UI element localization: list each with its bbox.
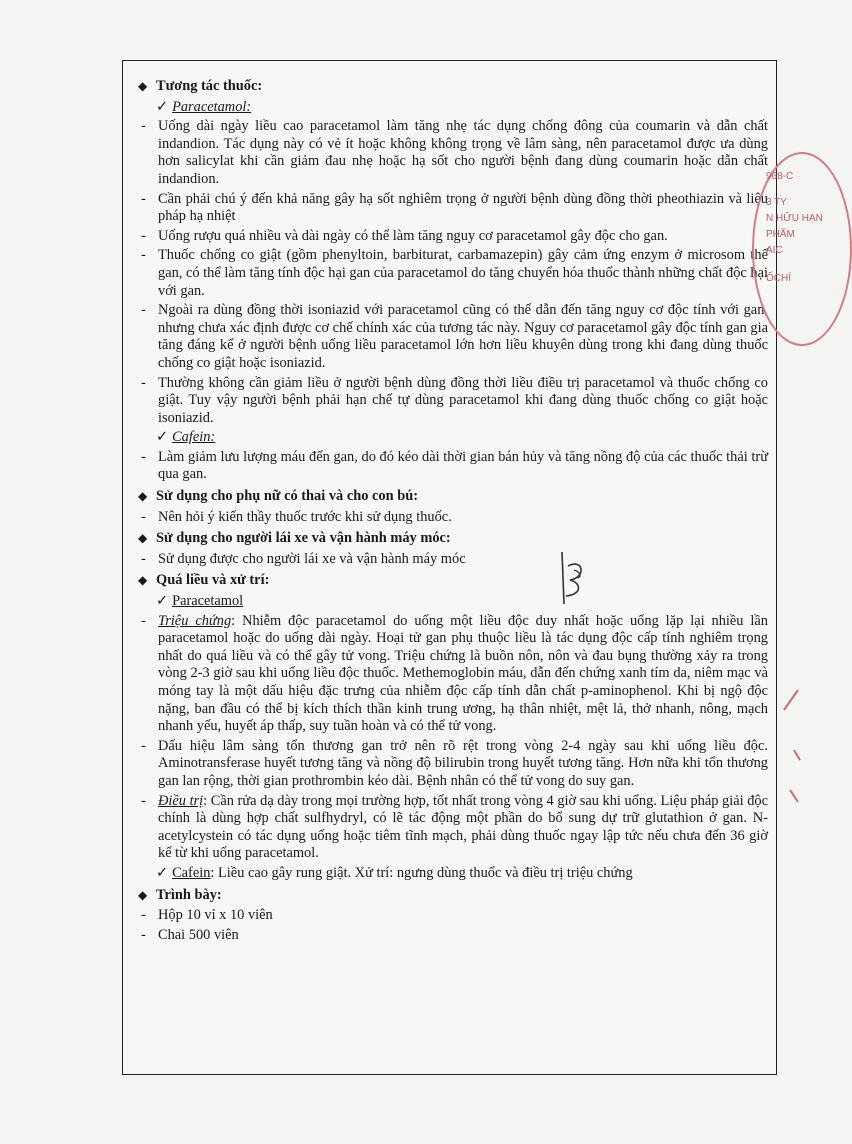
subheading-cafein: ✓ Cafein: (156, 429, 216, 446)
section-heading-overdose: ◆ Quá liều và xử trí: (138, 572, 270, 589)
section-heading-driving: ◆ Sử dụng cho người lái xe và vận hành máy móc: (138, 530, 451, 547)
subheading-paracetamol: ✓ Paracetamol: (156, 98, 252, 115)
check-mark-icon: ✓ (156, 429, 169, 446)
list-item: - Hộp 10 vỉ x 10 viên (141, 907, 273, 924)
list-item: - Thuốc chống co giật (gồm phenyltoin, barbiturat, carbamazepin) gây cảm ứng enzym ở microsom thể gan, có thể làm tăng tính độc hại gan của paracetamol do tăng chuyển hóa thuốc thành những chất độc hại với gan. (141, 247, 768, 299)
list-item-treatment: - Điều trị: Cần rửa dạ dày trong mọi trường hợp, tốt nhất trong vòng 4 giờ sau khi uống. Liệu pháp giải độc chính là dùng hợp chất sulfhydryl, có lẽ tác động một phần do bổ sung dự trữ glutathion ở gan. N-acetylcystein có tác dụng uống hoặc tiêm tĩnh mạch, phải dùng thuốc ngay lập tức nếu chưa đến 36 giờ kể từ khi uống paracetamol. (141, 792, 768, 862)
diamond-bullet-icon: ◆ (138, 489, 148, 504)
diamond-bullet-icon: ◆ (138, 573, 148, 588)
stamp-fragment-icon (780, 690, 800, 810)
section-heading-packaging: ◆ Trình bày: (138, 886, 222, 903)
list-item: - Thường không cần giảm liều ở người bệnh dùng đồng thời liều điều trị paracetamol và thuốc chống co giật. Tuy vậy người bệnh phải hạn chế tự dùng paracetamol khi đang dùng thuốc chống co giật hoặc isoniazid. (141, 374, 768, 426)
company-stamp: 968-C 3 TY N HỮU HẠN PHẨM AIC ỐCHÍ (752, 152, 852, 346)
list-item: - Nên hỏi ý kiến thầy thuốc trước khi sử dụng thuốc. (141, 508, 452, 525)
diamond-bullet-icon: ◆ (138, 887, 148, 902)
check-mark-icon: ✓ (156, 864, 169, 881)
list-item-symptoms: - Triệu chứng: Nhiễm độc paracetamol do uống một liều độc duy nhất hoặc uống lặp lại nhiều lần paracetamol hoặc do uống dài ngày. Hoại tử gan phụ thuộc liều là tác dụng độc cấp tính nghiêm trọng nhất do quá liều và có thể gây tử vong. Triệu chứng là buồn nôn, nôn và đau bụng thường xảy ra trong vòng 2-3 giờ sau khi uống liều độc thuốc. Methemoglobin máu, dẫn đến chứng xanh tím da, niêm mạc và móng tay là một dấu hiệu đặc trưng của nhiễm độc cấp tính dẫn chất p-aminophenol. Khi bị ngộ độc nặng, ban đầu có thể bị kích thích thần kinh trung ương, hạ thân nhiệt, mệt lả, thở nhanh, nông, mạch nhanh yếu, huyết áp thấp, suy tuần hoàn và có thể tử vong. (141, 612, 768, 735)
list-item: - Cần phải chú ý đến khả năng gây hạ sốt nghiêm trọng ở người bệnh dùng đồng thời pheothiazin và liệu pháp hạ nhiệt (141, 190, 768, 225)
check-mark-icon: ✓ (156, 593, 169, 610)
section-heading-pregnancy: ◆ Sử dụng cho phụ nữ có thai và cho con bú: (138, 488, 418, 505)
signature-initials-icon (550, 548, 600, 608)
diamond-bullet-icon: ◆ (138, 531, 148, 546)
diamond-bullet-icon: ◆ (138, 79, 148, 93)
subheading-cafein-overdose: ✓ Cafein: Liều cao gây rung giật. Xử trí: ngưng dùng thuốc và điều trị triệu chứng (156, 864, 633, 881)
check-mark-icon: ✓ (156, 98, 169, 115)
section-title: Tương tác thuốc: (156, 78, 263, 94)
list-item: - Chai 500 viên (141, 926, 239, 943)
list-item: - Dấu hiệu lâm sàng tổn thương gan trở nên rõ rệt trong vòng 2-4 ngày sau khi uống liều độc. Aminotransferase huyết tương tăng và nồng độ bilirubin trong huyết tương tăng. Hơn nữa khi tổn thương gan lan rộng, thời gian prothrombin kéo dài. Bệnh nhân có thể tử vong do suy gan. (141, 737, 768, 789)
document-body (138, 74, 768, 946)
list-item: - Làm giảm lưu lượng máu đến gan, do đó kéo dài thời gian bán hủy và tăng nồng độ của các thuốc thải trừ qua gan. (141, 448, 768, 483)
list-item: - Uống rượu quá nhiều và dài ngày có thể làm tăng nguy cơ paracetamol gây độc cho gan. (141, 227, 668, 244)
list-item: - Uống dài ngày liều cao paracetamol làm tăng nhẹ tác dụng chống đông của coumarin và dẫn chất indandion. Tác dụng này có vẻ ít hoặc không không trọng về lâm sàng, nên paracetamol được ưa dùng hơn salicylat khi cần giảm đau nhẹ hoặc hạ sốt cho người bệnh đang dùng coumarin hoặc dẫn chất indandion. (141, 118, 768, 187)
list-item: - Ngoài ra dùng đồng thời isoniazid với paracetamol cũng có thể dẫn đến tăng nguy cơ độc tính với gan, nhưng chưa xác định được cơ chế chính xác của tương tác này. Nguy cơ paracetamol gây độc tính gan gia tăng đáng kể ở người bệnh uống liều paracetamol lớn hơn liều khuyên dùng trong khi đang dùng thuốc chống co giật hoặc isoniazid. (141, 302, 768, 371)
subheading-paracetamol: ✓ Paracetamol (156, 593, 244, 610)
list-item: - Sử dụng được cho người lái xe và vận hành máy móc (141, 550, 466, 567)
section-heading-interactions (138, 78, 768, 96)
